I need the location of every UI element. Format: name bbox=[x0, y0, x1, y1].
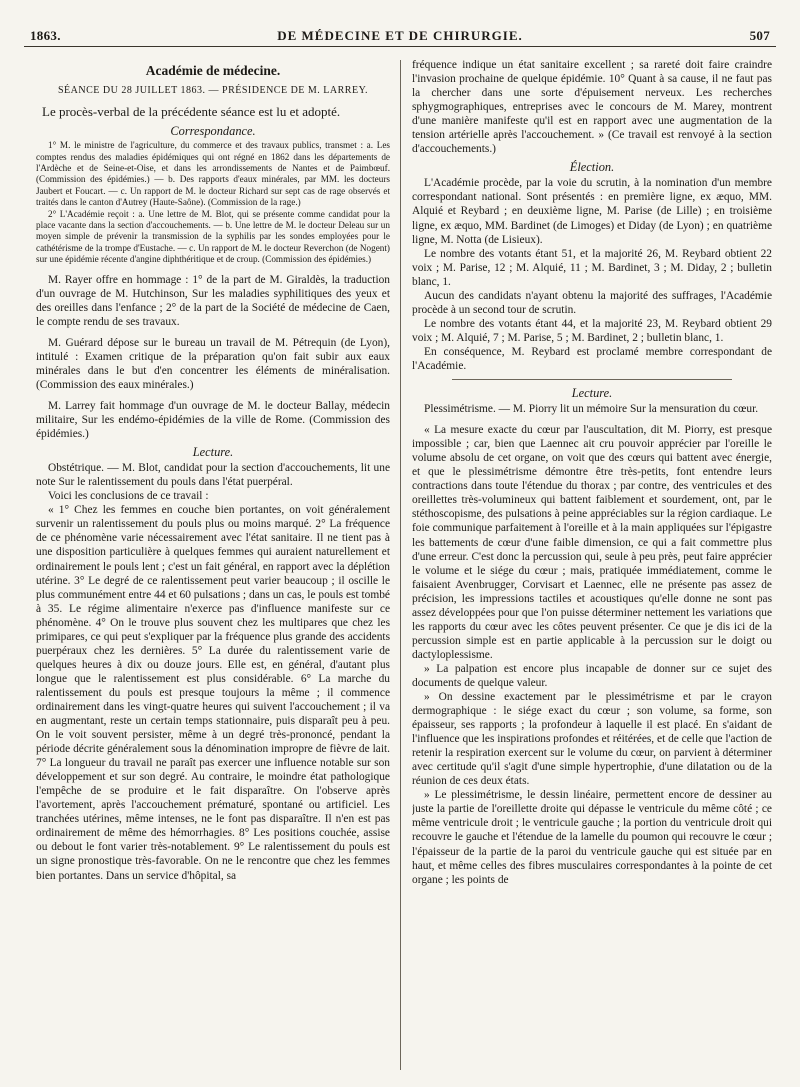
election-paragraph-4: Le nombre des votants étant 44, et la majorité 23, M. Reybard obtient 29 voix ; M. Alquié, 7 ; M. Parise, 5 ; M. Bardinet, 2 ; bulletin blanc, 1. bbox=[412, 317, 772, 344]
election-heading: Élection. bbox=[569, 160, 615, 175]
voici-line: Voici les conclusions de ce travail : bbox=[48, 490, 209, 503]
lecture-heading-right: Lecture. bbox=[571, 386, 613, 401]
running-header bbox=[24, 0, 776, 47]
lecture-heading: Lecture. bbox=[192, 445, 234, 460]
correspondance-heading: Correspondance. bbox=[170, 124, 256, 139]
page-number: 507 bbox=[749, 28, 770, 43]
rayer-paragraph: M. Rayer offre en hommage : 1° de la part de M. Giraldès, la traduction d'un ouvrage de M. Hutchinson, Sur les maladies syphilitiques des yeux et des oreilles dans l'enfance ; 2° de la part de la Société de médecine de Caen, le compte rendu de ses travaux. bbox=[36, 273, 390, 328]
divider bbox=[452, 379, 732, 380]
column-divider bbox=[400, 60, 401, 1070]
conclusions-paragraph: « 1° Chez les femmes en couche bien portantes, on voit généralement survenir un ralentissement du pouls plus ou moins marqué. 2° La fréquence de ce phénomène varie nécessairement avec l'état sanitaire. Il ne tient pas à une disposition particulière à quelques femmes qui auraient naturellement et ordinairement le pouls lent ; c'est un fait général, en rapport avec la déplétion utérine. 3° Le degré de ce ralentissement peut varier beaucoup ; il oscille le plus communément entre 44 et 60 pulsations ; dans un cas, le pouls est tombé à 35. Le régime alimentaire n'exerce pas d'influence manifeste sur ce phénomène. 4° On le trouve plus souvent chez les multipares que chez les primipares, ce qui peut s'expliquer par la fréquence plus grande des accidents puerpéraux chez les dernières. 5° La durée du ralentissement varie de quelques heures à dix ou douze jours. Elle est, en général, d'autant plus longue que le ralentissement est plus considérable. 6° La marche du ralentissement du pouls est presque toujours la même ; il commence ordinairement dans les vingt-quatre heures qui suivent l'accouchement ; il va en augmentant, reste un certain temps stationnaire, puis disparaît peu à peu. On le voit souvent persister, même à un degré très-prononcé, pendant la période décrite généralement sous la dénomination impropre de fièvre de lait. 7° La longueur du travail ne paraît pas exercer une influence notable sur son développement et sur son degré. Au contraire, le moindre état pathologique l'empêche de se produire et le fait disparaître. On l'observe après l'avortement, après l'accouchement prématuré, spontané ou artificiel. Les tranchées utérines, même intenses, ne le font pas disparaître. Il n'en est pas ordinairement de même des hémorrhagies. 8° Les positions couchée, assise ou debout le font varier très-notablement. 9° Le ralentissement du pouls est un signe pronostique très-favorable. On ne le rencontre que chez les femmes bien portantes. Dans un service d'hôpital, sa bbox=[36, 504, 390, 882]
larrey-paragraph: M. Larrey fait hommage d'un ouvrage de M. le docteur Ballay, médecin militaire, Sur les endémo-épidémies de la ville de Rome. (Commission des épidémies.) bbox=[36, 399, 390, 441]
left-column bbox=[36, 58, 390, 1078]
proces-verbal: Le procès-verbal de la précédente séance est lu et adopté. bbox=[42, 104, 341, 120]
correspondance-item-2: 2° L'Académie reçoit : a. Une lettre de M. Blot, qui se présente comme candidat pour la place vacante dans la section d'accouchements. — b. Une lettre de M. le docteur Deleau sur un moyen simple de prévenir la transmission de la syphilis par les sondes employées pour le cathétérisme de la trompe d'Eustache. — c. Un rapport de M. le docteur Reverchon (de Nogent) sur une épidémie récente d'angine diphthéritique et de croup. (Commission des épidémies.) bbox=[36, 208, 390, 265]
piorry-paragraph-4: » Le plessimétrisme, le dessin linéaire, permettent encore de dessiner au juste la partie de l'oreillette droite qui dépasse le ventricule du même côté ; ce même ventricule droit ; le ventricule gauche ; la portion du ventricule droit qui recouvre le gauche et l'étendue de la lamelle du poumon qui recouvre le cœur ; l'épaisseur de la partie de la paroi du ventricule gauche qui est située par en haut, et même celles des fibres musculaires correspondantes à la pointe de cet organe ; les points de bbox=[412, 789, 772, 886]
piorry-paragraph-3: » On dessine exactement par le plessimétrisme et par le crayon dermographique : le siége exact du cœur ; son volume, sa forme, son épaisseur, ses rapports ; la profondeur à laquelle il est placé. En s'aidant de l'influence que les inspirations profondes et réitérées, et de celle que l'action de retenir la respiration exercent sur le volume du cœur, on parvient à déterminer avec certitude qu'il s'agit d'une simple hypertrophie, d'une dilatation ou de la réunion de ces deux états. bbox=[412, 691, 772, 788]
election-paragraph-3: Aucun des candidats n'ayant obtenu la majorité des suffrages, l'Académie procède à un second tour de scrutin. bbox=[412, 289, 772, 316]
correspondance-item-1: 1° M. le ministre de l'agriculture, du commerce et des travaux publics, transmet : a. Les comptes rendus des maladies épidémiques qui ont régné en 1862 dans les départements de l'Ardèche et de Seine-et-Oise, et dans les arrondissements de Nantes et de Paimbœuf. (Commission des épidémies.) — b. Des rapports d'eaux minérales, par MM. les docteurs Jaubert et Foucart. — c. Un rapport de M. le docteur Richard sur sept cas de rage observés et traités dans le canton d'Autrey (Haute-Saône). (Commission de la rage.) bbox=[36, 140, 390, 208]
header-title: DE MÉDECINE ET DE CHIRURGIE. bbox=[277, 28, 523, 43]
conclusions-continued: fréquence indique un état sanitaire excellent ; sa rareté doit faire craindre l'invasion prochaine de quelque épidémie. 10° Quant à sa cause, il ne faut pas la chercher dans une sorte d'épuisement nerveux. Les recherches sphygmographiques, entreprises avec le concours de M. Marey, montrent d'une manière manifeste qu'il est en rapport avec une augmentation de la tension artérielle après l'accouchement. » (Ce travail est renvoyé à la section d'accouchements.) bbox=[412, 59, 772, 156]
piorry-paragraph-1: « La mesure exacte du cœur par l'auscultation, dit M. Piorry, est presque impossible ; car, bien que Laennec ait cru pouvoir apprécier par l'oreille le volume absolu de cet organe, on voit que des cœurs qui battent avec énergie, et que le plessimétrisme démontre être très-petits, font entendre leurs contractions dans toute l'étendue du thorax ; par contre, des ventricules et des oreillettes très-volumineux qui battent faiblement et sourdement, ont, par le stéthoscopisme, des pulsations à peine appréciables sur la région cardiaque. Le foie communique parfaitement à l'oreille et à la main appliquées sur l'épigastre les battements de cœur d'une faible dimension, ce qui a fait commettre plus d'une erreur. C'est donc la percussion qui, seule à peu près, peut faire apprécier le volume et le siége du cœur ; mais, pratiquée immédiatement, comme le faisaient Avenbrugger, Corvisart et Laennec, elle ne présente pas assez de précision, les impressions tactiles et acoustiques qu'elle donne ne sont pas assez développées pour que l'on puisse déterminer nettement les variations que les rapports du cœur avec les côtes peuvent présenter. Ce que je dis ici de la percussion simple est en partie applicable à la percussion sur le doigt ou dactyloplessisme. bbox=[412, 424, 772, 661]
election-paragraph-5: En conséquence, M. Reybard est proclamé membre correspondant de l'Académie. bbox=[412, 345, 772, 372]
obstetrique-paragraph: Obstétrique. — M. Blot, candidat pour la section d'accouchements, lit une note Sur le ralentissement du pouls dans l'état puerpéral. bbox=[36, 462, 390, 489]
election-paragraph-2: Le nombre des votants étant 51, et la majorité 26, M. Reybard obtient 22 voix ; M. Parise, 12 ; M. Alquié, 11 ; M. Bardinet, 3 ; M. Diday, 2 ; bulletin blanc, 1. bbox=[412, 247, 772, 288]
plessimetrisme-intro: Plessimétrisme. — M. Piorry lit un mémoire Sur la mensuration du cœur. bbox=[424, 403, 759, 416]
seance-line: SÉANCE DU 28 JUILLET 1863. — PRÉSIDENCE DE M. LARREY. bbox=[57, 85, 369, 97]
piorry-paragraph-2: » La palpation est encore plus incapable de donner sur ce sujet des documents de quelque valeur. bbox=[412, 662, 772, 689]
header-year: 1863. bbox=[30, 28, 61, 43]
election-paragraph-1: L'Académie procède, par la voie du scrutin, à la nomination d'un membre correspondant national. Sont présentés : en première ligne, ex æquo, MM. Alquié et Reybard ; en deuxième ligne, M. Parise (de Lille) ; en troisième ligne, ex æquo, MM. Bardinet (de Limoges) et Diday (de Lyon) ; en quatrième ligne, M. Notta (de Lisieux). bbox=[412, 177, 772, 246]
guerard-paragraph: M. Guérard dépose sur le bureau un travail de M. Pétrequin (de Lyon), intitulé : Examen critique de la préparation qu'on fait subir aux eaux minérales dans le but d'en concentrer les éléments de minéralisation. (Commission des eaux minérales.) bbox=[36, 336, 390, 391]
section-title: Académie de médecine. bbox=[145, 63, 281, 78]
right-column bbox=[412, 58, 772, 1078]
